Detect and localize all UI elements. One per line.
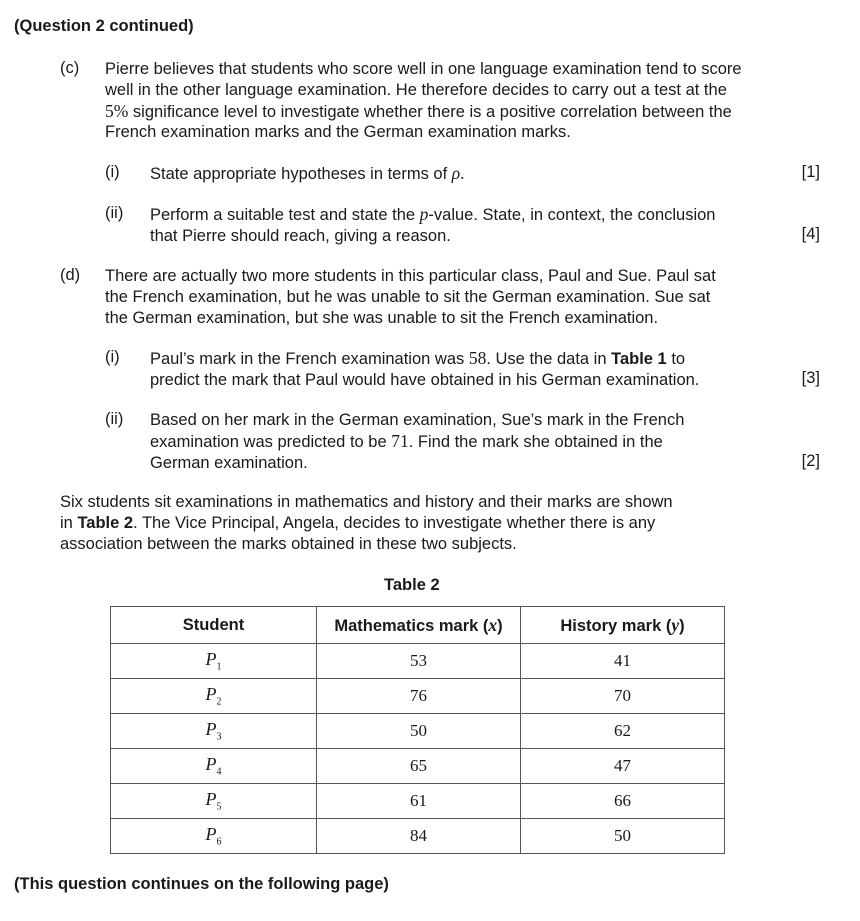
table-row [111, 749, 725, 784]
history-mark-cell: 50 [521, 819, 725, 854]
math-mark-cell: 61 [317, 784, 521, 819]
table-row [111, 679, 725, 714]
table-row [111, 819, 725, 854]
part-c-i-text: State appropriate hypotheses in terms of ρ. [150, 163, 465, 183]
marks-table [110, 606, 725, 854]
table-row [111, 644, 725, 679]
math-mark-cell: 84 [317, 819, 521, 854]
table-row [111, 784, 725, 819]
part-d-ii-text: Based on her mark in the German examination, Sue’s mark in the French examination was predicted to be 71. Find the mark she obtained in the German examination. [150, 411, 685, 472]
table-intro-text: Six students sit examinations in mathematics and history and their marks are shown in Table 2. The Vice Principal, Angela, decides to investigate whether there is any association between the marks obtained in these two subjects. [60, 493, 673, 553]
student-cell: $P_5$ [111, 784, 317, 819]
part-c-ii-label: (ii) [105, 204, 124, 222]
history-mark-cell: 62 [521, 714, 725, 749]
part-c-i-label: (i) [105, 163, 120, 181]
student-cell: $P_1$ [111, 644, 317, 679]
student-cell: $P_6$ [111, 819, 317, 854]
part-c-ii-marks: [4] [801, 225, 820, 243]
history-mark-cell: 66 [521, 784, 725, 819]
part-c-i-marks: [1] [801, 163, 820, 181]
history-mark-cell: 41 [521, 644, 725, 679]
math-mark-cell: 53 [317, 644, 521, 679]
part-d-ii-label: (ii) [105, 410, 124, 428]
part-d-ii-marks: [2] [801, 452, 820, 470]
student-cell: $P_3$ [111, 714, 317, 749]
math-mark-cell: 65 [317, 749, 521, 784]
header-student: Student [111, 607, 317, 644]
part-d-text: There are actually two more students in this particular class, Paul and Sue. Paul sat the French examination, but he was unable to sit the German examination. Sue sat the German examination, but she was unable to sit the French examination. [105, 267, 716, 327]
history-mark-cell: 47 [521, 749, 725, 784]
part-d-i-marks: [3] [801, 369, 820, 387]
table-caption: Table 2 [384, 576, 440, 594]
part-d-i-text: Paul’s mark in the French examination was 58. Use the data in Table 1 to predict the mark that Paul would have obtained in his German examination. [150, 348, 700, 389]
table-row [111, 714, 725, 749]
header-math: Mathematics mark (x) [317, 607, 521, 644]
math-mark-cell: 76 [317, 679, 521, 714]
footer-note: (This question continues on the following page) [14, 875, 389, 893]
question-header: (Question 2 continued) [14, 17, 194, 35]
part-c-ii-text: Perform a suitable test and state the p-value. State, in context, the conclusion that Pierre should reach, giving a reason. [150, 204, 716, 245]
table-header-row [111, 607, 725, 644]
student-cell: $P_4$ [111, 749, 317, 784]
math-mark-cell: 50 [317, 714, 521, 749]
part-c-text: Pierre believes that students who score well in one language examination tend to score well in the other language examination. He therefore decides to carry out a test at the 5% significance level to investigate whether there is a positive correlation between the French examination marks and the German examination marks. [105, 60, 742, 142]
student-cell: $P_2$ [111, 679, 317, 714]
part-d-i-label: (i) [105, 348, 120, 366]
part-c-label: (c) [60, 59, 80, 77]
header-history: History mark (y) [521, 607, 725, 644]
part-d-label: (d) [60, 266, 81, 284]
history-mark-cell: 70 [521, 679, 725, 714]
